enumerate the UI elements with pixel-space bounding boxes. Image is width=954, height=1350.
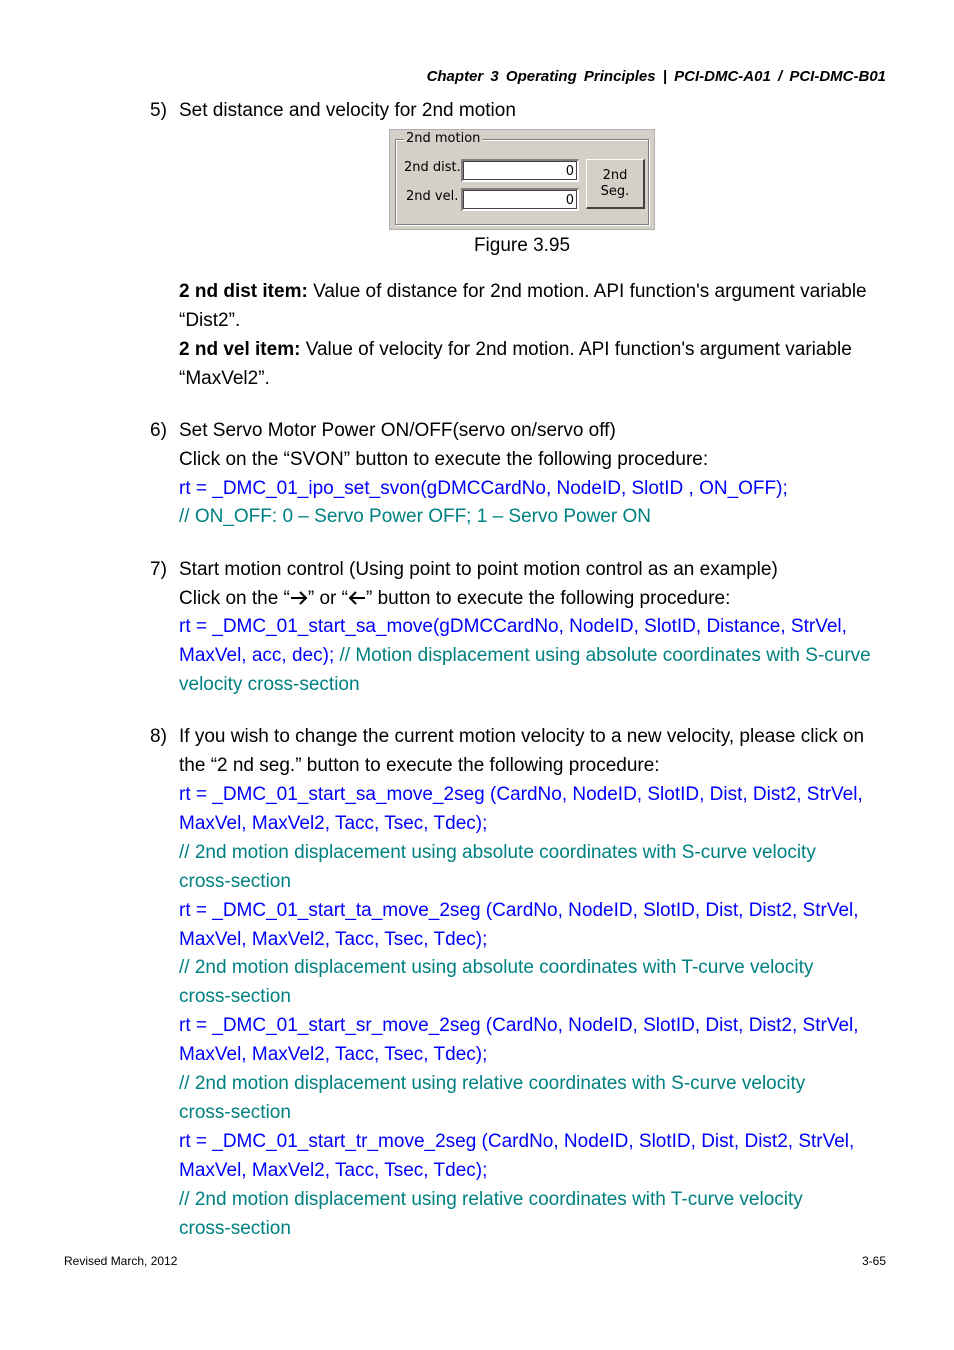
step-7-instr-a: Click on the “ bbox=[179, 588, 290, 609]
second-vel-input[interactable]: 0 bbox=[461, 188, 579, 211]
step-7-comment-2: // Motion displacement using absolute coordinates with S-curve bbox=[334, 645, 871, 666]
page-header: Chapter 3 Operating Principles | PCI-DMC-A01 / PCI-DMC-B01 bbox=[426, 68, 886, 85]
step-6-title: Set Servo Motor Power ON/OFF(servo on/servo off) bbox=[179, 420, 616, 441]
step-5-number: 5) bbox=[150, 100, 167, 121]
step-7-number: 7) bbox=[150, 559, 167, 580]
second-motion-panel bbox=[389, 129, 655, 230]
step-8-title: If you wish to change the current motion velocity to a new velocity, please click on bbox=[179, 726, 865, 747]
comment-line: // 2nd motion displacement using relative coordinates with T-curve velocity bbox=[179, 1189, 803, 1210]
dist-item-term: 2 nd dist item: bbox=[179, 281, 308, 302]
code-line: rt = _DMC_01_start_sa_move_2seg (CardNo, NodeID, SlotID, Dist, Dist2, StrVel, bbox=[179, 784, 863, 805]
code-line: MaxVel, MaxVel2, Tacc, Tsec, Tdec); bbox=[179, 929, 488, 950]
step-7-instruction bbox=[179, 584, 730, 613]
footer-page-number: 3-65 bbox=[861, 1254, 886, 1268]
second-seg-button-line1: 2nd bbox=[602, 168, 628, 183]
comment-line: cross-section bbox=[179, 871, 291, 892]
code-line: rt = _DMC_01_start_ta_move_2seg (CardNo, NodeID, SlotID, Dist, Dist2, StrVel, bbox=[179, 900, 859, 921]
vel-item-term: 2 nd vel item: bbox=[179, 339, 301, 360]
step-8-instruction: the “2 nd seg.” button to execute the following procedure: bbox=[179, 755, 660, 776]
comment-line: cross-section bbox=[179, 1218, 291, 1239]
footer-revision: Revised March, 2012 bbox=[64, 1254, 178, 1268]
comment-line: cross-section bbox=[179, 1102, 291, 1123]
figure-caption: Figure 3.95 bbox=[473, 235, 571, 256]
code-line: rt = _DMC_01_start_tr_move_2seg (CardNo, NodeID, SlotID, Dist, Dist2, StrVel, bbox=[179, 1131, 855, 1152]
comment-line: cross-section bbox=[179, 986, 291, 1007]
group-title: 2nd motion bbox=[406, 131, 481, 146]
second-seg-button-line2: Seg. bbox=[600, 184, 630, 199]
second-motion-group bbox=[395, 131, 649, 225]
dist-item-desc-2: “Dist2”. bbox=[179, 310, 241, 331]
code-line: MaxVel, MaxVel2, Tacc, Tsec, Tdec); bbox=[179, 1160, 488, 1181]
vel-item-desc bbox=[179, 335, 852, 364]
comment-line: // 2nd motion displacement using relative coordinates with S-curve velocity bbox=[179, 1073, 806, 1094]
code-line: rt = _DMC_01_start_sr_move_2seg (CardNo, NodeID, SlotID, Dist, Dist2, StrVel, bbox=[179, 1015, 859, 1036]
step-5-title: Set distance and velocity for 2nd motion bbox=[179, 100, 516, 121]
step-6-comment: // ON_OFF: 0 – Servo Power OFF; 1 – Servo Power ON bbox=[179, 506, 651, 527]
second-seg-button[interactable] bbox=[586, 159, 645, 209]
step-7-title: Start motion control (Using point to point motion control as an example) bbox=[179, 559, 778, 580]
comment-line: // 2nd motion displacement using absolute coordinates with T-curve velocity bbox=[179, 957, 814, 978]
step-7-instr-b: ” or “ bbox=[307, 588, 348, 609]
step-6-code: rt = _DMC_01_ipo_set_svon(gDMCCardNo, NodeID, SlotID , ON_OFF); bbox=[179, 478, 788, 499]
vel-item-text: Value of velocity for 2nd motion. API function's argument variable bbox=[300, 339, 852, 360]
dist-item-desc bbox=[179, 277, 867, 306]
step-6-number: 6) bbox=[150, 420, 167, 441]
left-arrow-icon bbox=[348, 591, 366, 605]
step-7-instr-c: ” button to execute the following procedure: bbox=[365, 588, 731, 609]
step-8-number: 8) bbox=[150, 726, 167, 747]
step-7-comment-3: velocity cross-section bbox=[179, 674, 360, 695]
comment-line: // 2nd motion displacement using absolute coordinates with S-curve velocity bbox=[179, 842, 816, 863]
right-arrow-icon bbox=[290, 591, 308, 605]
step-7-code-1: rt = _DMC_01_start_sa_move(gDMCCardNo, NodeID, SlotID, Distance, StrVel, bbox=[179, 616, 847, 637]
vel-item-desc-2: “MaxVel2”. bbox=[179, 368, 270, 389]
dist-item-text: Value of distance for 2nd motion. API function's argument variable bbox=[307, 281, 867, 302]
step-6-instruction: Click on the “SVON” button to execute the following procedure: bbox=[179, 449, 709, 470]
second-dist-label: 2nd dist. bbox=[404, 160, 461, 175]
second-vel-label: 2nd vel. bbox=[406, 189, 459, 204]
second-dist-input[interactable]: 0 bbox=[461, 159, 579, 182]
step-7-code-line-2 bbox=[179, 641, 871, 670]
code-line: MaxVel, MaxVel2, Tacc, Tsec, Tdec); bbox=[179, 1044, 488, 1065]
code-line: MaxVel, MaxVel2, Tacc, Tsec, Tdec); bbox=[179, 813, 488, 834]
step-7-code-2: MaxVel, acc, dec); bbox=[179, 645, 335, 666]
